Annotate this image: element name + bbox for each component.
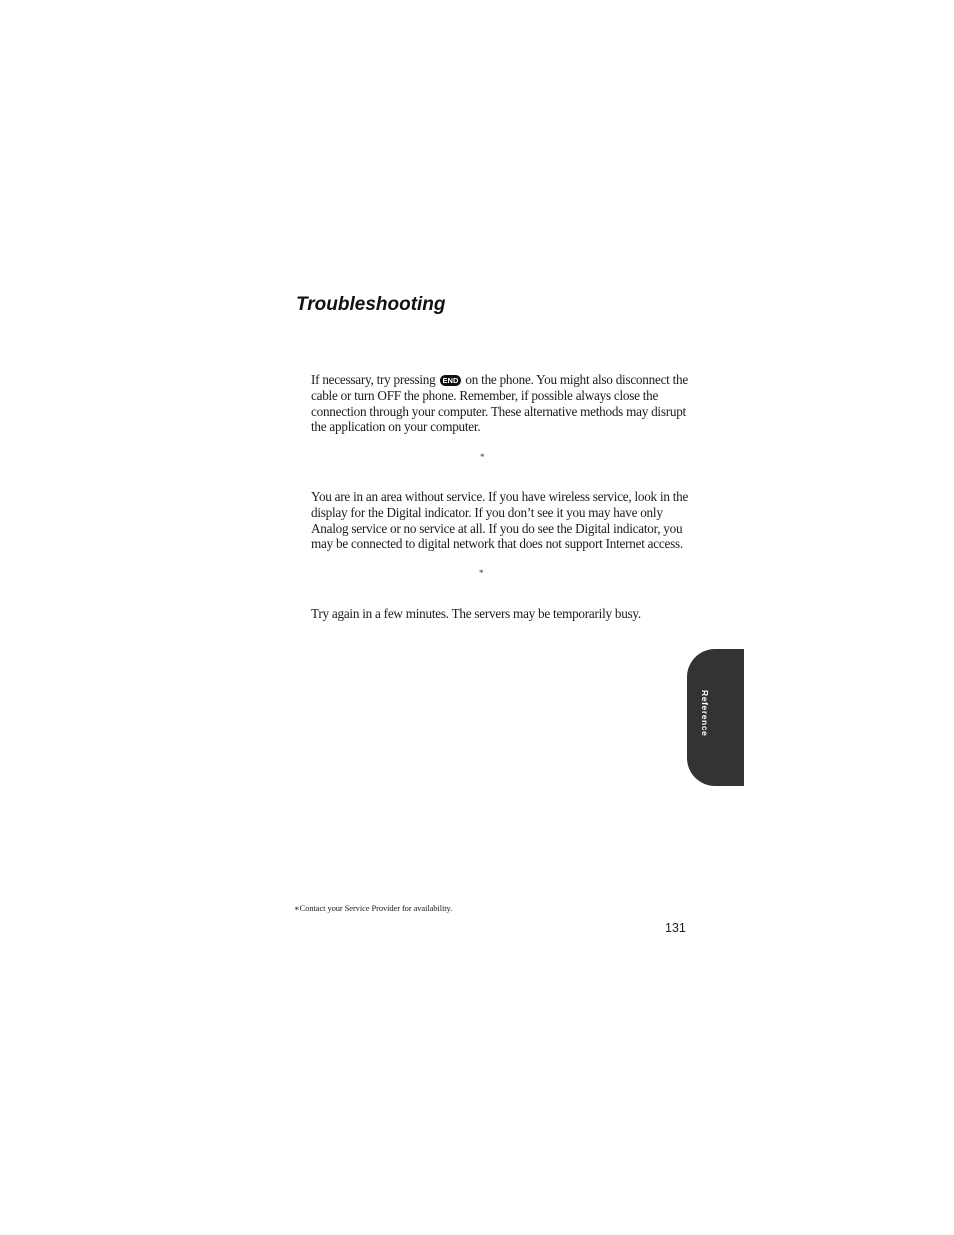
answer-text-before-key: If necessary, try pressing: [311, 372, 436, 387]
footnote: ∗Contact your Service Provider for availability.: [294, 903, 453, 913]
footnote-marker: *: [479, 568, 484, 578]
side-tab-label: Reference: [700, 690, 710, 737]
troubleshooting-answer-servers-busy: Try again in a few minutes. The servers may be temporarily busy.: [311, 606, 641, 621]
troubleshooting-answer-disconnect: [311, 372, 691, 435]
answer-text-after-key: on the phone. You might also disconnect the cable or turn OFF the phone. Remember, if possible always close the connection through your computer. These alternative methods may disrupt the application on your computer.: [311, 372, 688, 435]
footnote-marker: *: [480, 452, 485, 462]
section-side-tab: [687, 649, 744, 786]
troubleshooting-answer-no-service: You are in an area without service. If you have wireless service, look in the display for the Digital indicator. If you don’t see it you may have only Analog service or no service at all. If you do see the Digital indicator, you may be connected to digital network that does not support Internet access.: [311, 489, 689, 552]
page-number: 131: [665, 921, 686, 935]
page-title: Troubleshooting: [296, 294, 446, 315]
end-key-icon: END: [440, 375, 462, 386]
